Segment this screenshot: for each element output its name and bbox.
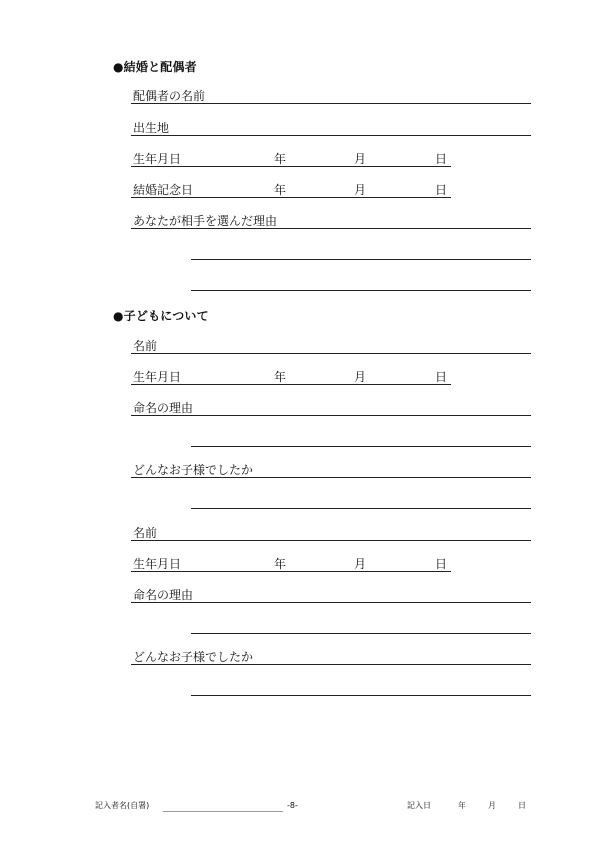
child1-birth-date-field[interactable]: [131, 384, 451, 385]
birthplace-field[interactable]: [131, 135, 531, 136]
entry-year-unit: 年: [458, 801, 466, 810]
child2-description-field-1[interactable]: [131, 664, 531, 665]
spouse-birth-month-unit: 月: [354, 152, 367, 166]
spouse-birth-date-label: 生年月日: [133, 152, 182, 166]
child1-birth-year-unit: 年: [274, 370, 287, 384]
child1-birth-day-unit: 日: [435, 370, 448, 384]
partner-reason-field-1[interactable]: [131, 228, 531, 229]
child1-naming-reason-field-2[interactable]: [191, 446, 531, 447]
child2-naming-reason-label: 命名の理由: [133, 588, 194, 602]
page-number: -8-: [287, 801, 298, 810]
child2-description-label: どんなお子様でしたか: [133, 650, 254, 664]
child2-birth-month-unit: 月: [354, 557, 367, 571]
child2-name-label: 名前: [133, 526, 158, 540]
section-heading-children: ●子どもについて: [113, 309, 209, 323]
child2-description-field-2[interactable]: [191, 695, 531, 696]
child1-name-label: 名前: [133, 339, 158, 353]
anniversary-day-unit: 日: [435, 183, 448, 197]
entry-day-unit: 日: [518, 801, 526, 810]
child2-birth-date-field[interactable]: [131, 571, 451, 572]
writer-name-label: 記入者名(自署): [95, 801, 150, 810]
child2-birth-year-unit: 年: [274, 557, 287, 571]
child1-birth-month-unit: 月: [354, 370, 367, 384]
partner-reason-field-3[interactable]: [191, 290, 531, 291]
partner-reason-label: あなたが相手を選んだ理由: [133, 214, 278, 228]
anniversary-label: 結婚記念日: [133, 183, 194, 197]
section-heading-marriage: ●結婚と配偶者: [113, 60, 197, 74]
birthplace-label: 出生地: [133, 121, 170, 135]
spouse-birth-year-unit: 年: [274, 152, 287, 166]
spouse-birth-day-unit: 日: [435, 152, 448, 166]
child1-description-field-2[interactable]: [191, 508, 531, 509]
child2-naming-reason-field-1[interactable]: [131, 602, 531, 603]
spouse-name-field[interactable]: [131, 103, 531, 104]
child1-name-field[interactable]: [131, 353, 531, 354]
child1-description-label: どんなお子様でしたか: [133, 463, 254, 477]
writer-signature-field[interactable]: [163, 811, 283, 812]
anniversary-year-unit: 年: [274, 183, 287, 197]
partner-reason-field-2[interactable]: [191, 259, 531, 260]
child2-naming-reason-field-2[interactable]: [191, 633, 531, 634]
anniversary-field[interactable]: [131, 197, 451, 198]
child2-birth-day-unit: 日: [435, 557, 448, 571]
child1-naming-reason-field-1[interactable]: [131, 415, 531, 416]
child2-birth-date-label: 生年月日: [133, 557, 182, 571]
spouse-name-label: 配偶者の名前: [133, 89, 206, 103]
child1-birth-date-label: 生年月日: [133, 370, 182, 384]
child1-description-field-1[interactable]: [131, 477, 531, 478]
child2-name-field[interactable]: [131, 540, 531, 541]
child1-naming-reason-label: 命名の理由: [133, 401, 194, 415]
anniversary-month-unit: 月: [354, 183, 367, 197]
entry-month-unit: 月: [488, 801, 496, 810]
spouse-birth-date-field[interactable]: [131, 166, 451, 167]
entry-date-label: 記入日: [407, 801, 431, 810]
